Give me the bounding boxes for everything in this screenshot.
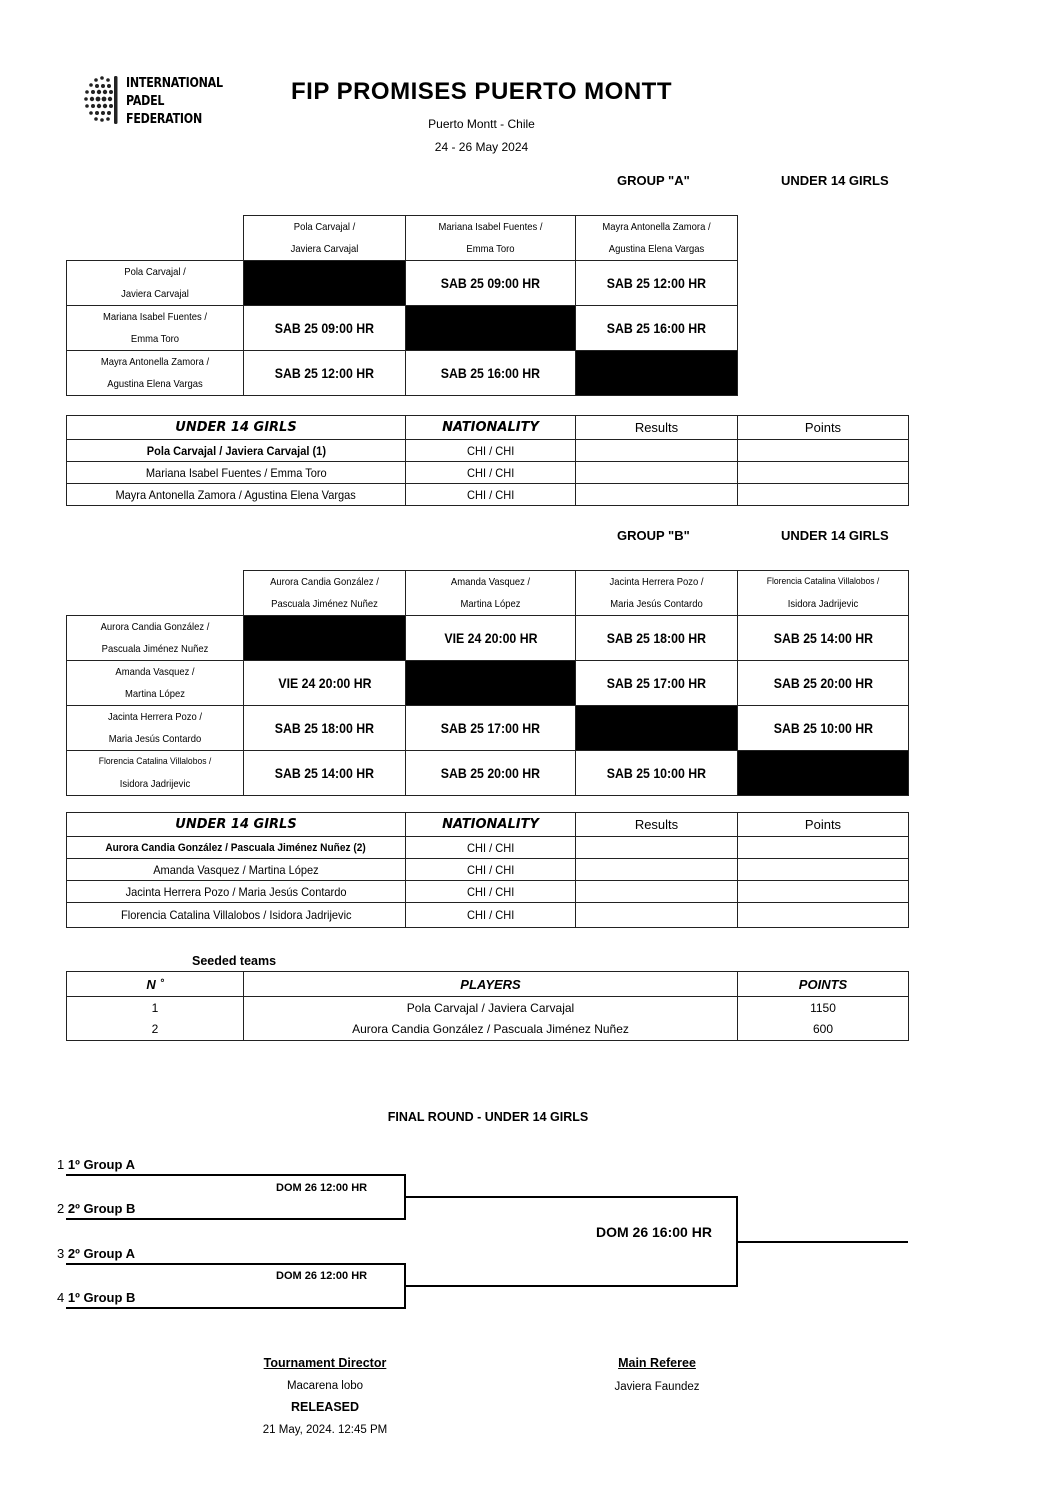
- team-name: Florencia Catalina Villalobos / Isidora Jadrijevic: [120, 908, 352, 922]
- table-row: [67, 1019, 909, 1041]
- team-nationality: CHI / CHI: [466, 465, 515, 480]
- released-date: 21 May, 2024. 12:45 PM: [262, 1424, 388, 1436]
- match-cell: VIE 24 20:00 HR: [244, 661, 406, 706]
- col-head-team-2: Mariana Isabel Fuentes / Emma Toro: [406, 216, 576, 261]
- col-number: N ˚: [67, 972, 244, 997]
- seed-players: Aurora Candia González / Pascuala Jiménez Nuñez: [244, 1019, 738, 1041]
- row-head-team-2: Amanda Vasquez / Martina López: [67, 661, 244, 706]
- row-head-team-3: Mayra Antonella Zamora / Agustina Elena Vargas: [67, 351, 244, 396]
- bracket-line: [405, 1196, 738, 1198]
- table-row: [67, 462, 909, 484]
- team-results: [576, 881, 738, 903]
- released-label: RELEASED: [290, 1400, 360, 1414]
- col-nationality: NATIONALITY: [406, 813, 576, 837]
- team-name: Amanda Vasquez / Martina López: [153, 862, 319, 877]
- referee-title: Main Referee: [618, 1356, 696, 1370]
- logo-line-2: PADEL: [126, 93, 165, 109]
- match-cell: SAB 25 09:00 HR: [406, 261, 576, 306]
- seeded-caption: Seeded teams: [192, 954, 277, 968]
- matrix-self-cell: [244, 616, 406, 661]
- logo-line-1: INTERNATIONAL: [126, 75, 223, 91]
- col-points: Points: [738, 416, 909, 440]
- group-a-matrix: [66, 215, 738, 396]
- col-head-team-1: Pola Carvajal / Javiera Carvajal: [244, 216, 406, 261]
- seed-number: 2: [67, 1019, 244, 1041]
- page-title: FIP PROMISES PUERTO MONTT: [291, 78, 672, 105]
- col-players: PLAYERS: [244, 972, 738, 997]
- group-b-teams-table: [66, 812, 909, 928]
- group-b-matrix: [66, 570, 909, 796]
- team-points: [738, 440, 909, 462]
- table-row: [67, 484, 909, 506]
- team-nationality: CHI / CHI: [466, 862, 515, 877]
- dates: 24 - 26 May 2024: [434, 140, 529, 154]
- col-category: UNDER 14 GIRLS: [67, 416, 406, 440]
- col-points: Points: [738, 813, 909, 837]
- match-cell: SAB 25 18:00 HR: [244, 706, 406, 751]
- team-name: Pola Carvajal / Javiera Carvajal (1): [146, 443, 326, 458]
- semi-1-schedule: DOM 26 12:00 HR: [276, 1182, 368, 1194]
- team-nationality: CHI / CHI: [466, 908, 515, 922]
- col-head-team-4: Florencia Catalina Villalobos / Isidora Jadrijevic: [738, 571, 909, 616]
- table-row: [67, 997, 909, 1019]
- team-nationality: CHI / CHI: [466, 487, 515, 502]
- table-row: [67, 859, 909, 881]
- match-cell: SAB 25 12:00 HR: [576, 261, 738, 306]
- bracket-slot-4: 4 1º Group B: [57, 1290, 136, 1305]
- table-row: [67, 881, 909, 903]
- team-name: Mariana Isabel Fuentes / Emma Toro: [145, 465, 327, 480]
- bracket-line: [66, 1218, 406, 1220]
- group-b-label: GROUP "B": [617, 528, 690, 543]
- bracket-line: [66, 1307, 406, 1309]
- director-name: Macarena lobo: [286, 1380, 364, 1392]
- match-cell: SAB 25 16:00 HR: [406, 351, 576, 396]
- row-head-team-2: Mariana Isabel Fuentes / Emma Toro: [67, 306, 244, 351]
- col-head-team-3: Mayra Antonella Zamora / Agustina Elena Vargas: [576, 216, 738, 261]
- bracket-slot-3: 3 2º Group A: [57, 1246, 135, 1261]
- team-results: [576, 903, 738, 928]
- table-row: [67, 837, 909, 859]
- bracket-line: [66, 1263, 406, 1265]
- logo-line-3: FEDERATION: [126, 111, 203, 127]
- matrix-corner: [67, 571, 244, 616]
- team-nationality: CHI / CHI: [466, 840, 515, 855]
- bracket-line: [405, 1285, 738, 1287]
- row-head-team-4: Florencia Catalina Villalobos / Isidora Jadrijevic: [67, 751, 244, 796]
- team-points: [738, 462, 909, 484]
- location: Puerto Montt - Chile: [428, 117, 535, 131]
- col-results: Results: [576, 813, 738, 837]
- match-cell: SAB 25 09:00 HR: [244, 306, 406, 351]
- seed-number: 1: [67, 997, 244, 1019]
- final-round-title: FINAL ROUND - UNDER 14 GIRLS: [387, 1110, 589, 1124]
- col-nationality: NATIONALITY: [406, 416, 576, 440]
- bracket-winner-line: [737, 1241, 908, 1243]
- match-cell: SAB 25 18:00 HR: [576, 616, 738, 661]
- team-name: Aurora Candia González / Pascuala Jiménez Nuñez (2): [105, 841, 367, 854]
- col-head-team-2: Amanda Vasquez / Martina López: [406, 571, 576, 616]
- matrix-self-cell: [244, 261, 406, 306]
- team-nationality: CHI / CHI: [466, 884, 515, 899]
- match-cell: SAB 25 16:00 HR: [576, 306, 738, 351]
- match-cell: VIE 24 20:00 HR: [406, 616, 576, 661]
- row-head-team-3: Jacinta Herrera Pozo / Maria Jesús Contardo: [67, 706, 244, 751]
- group-b-category: UNDER 14 GIRLS: [781, 528, 889, 543]
- col-results: Results: [576, 416, 738, 440]
- group-a-teams-table: [66, 415, 909, 506]
- team-points: [738, 837, 909, 859]
- seeded-table: [66, 971, 909, 1041]
- col-category: UNDER 14 GIRLS: [67, 813, 406, 837]
- team-name: Jacinta Herrera Pozo / Maria Jesús Contardo: [125, 884, 347, 899]
- match-cell: SAB 25 14:00 HR: [244, 751, 406, 796]
- bracket-slot-2: 2 2º Group B: [57, 1201, 136, 1216]
- table-row: [67, 440, 909, 462]
- referee-name: Javiera Faundez: [614, 1381, 700, 1393]
- bracket-line: [66, 1174, 406, 1176]
- team-name: Mayra Antonella Zamora / Agustina Elena Vargas: [115, 487, 357, 502]
- match-cell: SAB 25 14:00 HR: [738, 616, 909, 661]
- row-head-team-1: Pola Carvajal / Javiera Carvajal: [67, 261, 244, 306]
- team-results: [576, 859, 738, 881]
- col-points: POINTS: [738, 972, 909, 997]
- col-head-team-1: Aurora Candia González / Pascuala Jiménez Nuñez: [244, 571, 406, 616]
- match-cell: SAB 25 17:00 HR: [576, 661, 738, 706]
- seed-points: 1150: [738, 997, 909, 1019]
- team-results: [576, 484, 738, 506]
- match-cell: SAB 25 17:00 HR: [406, 706, 576, 751]
- match-cell: SAB 25 20:00 HR: [738, 661, 909, 706]
- final-schedule: DOM 26 16:00 HR: [596, 1224, 712, 1240]
- team-points: [738, 484, 909, 506]
- team-points: [738, 859, 909, 881]
- matrix-self-cell: [576, 706, 738, 751]
- team-results: [576, 837, 738, 859]
- bracket-slot-1: 1 1º Group A: [57, 1157, 135, 1172]
- matrix-self-cell: [576, 351, 738, 396]
- team-points: [738, 903, 909, 928]
- semi-2-schedule: DOM 26 12:00 HR: [276, 1270, 368, 1282]
- match-cell: SAB 25 12:00 HR: [244, 351, 406, 396]
- table-row: [67, 903, 909, 928]
- matrix-self-cell: [406, 306, 576, 351]
- seed-players: Pola Carvajal / Javiera Carvajal: [244, 997, 738, 1019]
- group-a-label: GROUP "A": [617, 173, 690, 188]
- match-cell: SAB 25 10:00 HR: [576, 751, 738, 796]
- matrix-self-cell: [406, 661, 576, 706]
- row-head-team-1: Aurora Candia González / Pascuala Jiménez Nuñez: [67, 616, 244, 661]
- seed-points: 600: [738, 1019, 909, 1041]
- match-cell: SAB 25 20:00 HR: [406, 751, 576, 796]
- match-cell: SAB 25 10:00 HR: [738, 706, 909, 751]
- team-points: [738, 881, 909, 903]
- director-title: Tournament Director: [263, 1356, 387, 1370]
- team-results: [576, 440, 738, 462]
- col-head-team-3: Jacinta Herrera Pozo / Maria Jesús Contardo: [576, 571, 738, 616]
- matrix-corner: [67, 216, 244, 261]
- team-nationality: CHI / CHI: [466, 443, 515, 458]
- team-results: [576, 462, 738, 484]
- matrix-self-cell: [738, 751, 909, 796]
- group-a-category: UNDER 14 GIRLS: [781, 173, 889, 188]
